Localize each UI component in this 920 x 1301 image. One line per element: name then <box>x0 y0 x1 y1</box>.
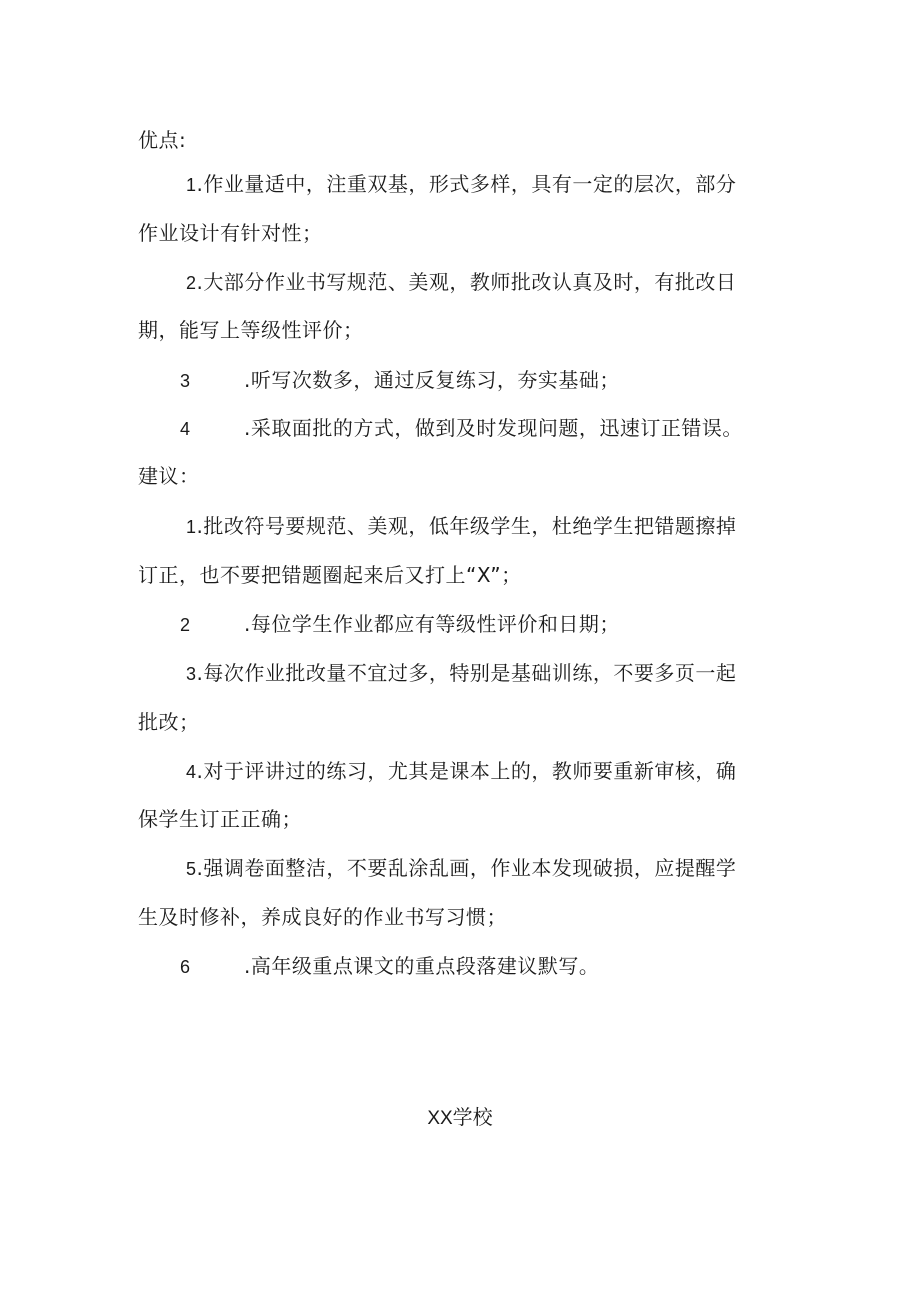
suggestion-item-4-line1 <box>138 757 736 786</box>
suggestion-item-4-line2: 保学生订正正确； <box>138 807 302 831</box>
suggestion-item-3-number: 3 <box>186 664 197 684</box>
advantage-item-4 <box>138 414 743 443</box>
advantage-item-3-text: .听写次数多，通过反复练习，夯实基础； <box>244 368 620 392</box>
suggestion-item-6-text: .高年级重点课文的重点段落建议默写。 <box>244 954 600 978</box>
suggestions-heading: 建议： <box>138 464 200 488</box>
suggestion-item-5-text: .强调卷面整洁，不要乱涂乱画，作业本发现破损，应提醒学 <box>196 856 737 880</box>
suggestion-item-3-line2: 批改； <box>138 710 200 734</box>
school-signature <box>0 1103 920 1133</box>
advantage-item-4-text: .采取面批的方式，做到及时发现问题，迅速订正错误。 <box>244 416 743 440</box>
advantage-item-1-line1 <box>138 170 736 199</box>
advantage-item-1-line2: 作业设计有针对性； <box>138 221 323 245</box>
advantage-item-2-line1 <box>138 268 736 297</box>
advantage-item-1-text: .作业量适中，注重双基，形式多样，具有一定的层次，部分 <box>196 172 737 196</box>
advantage-item-2-number: 2 <box>186 273 197 293</box>
school-name-suffix: 学校 <box>452 1105 493 1129</box>
suggestion-item-1-text: .批改符号要规范、美观，低年级学生，杜绝学生把错题擦掉 <box>196 514 737 538</box>
advantage-item-2-text: .大部分作业书写规范、美观，教师批改认真及时，有批改日 <box>196 270 737 294</box>
suggestion-item-6 <box>138 952 599 981</box>
suggestion-item-5-line2: 生及时修补，养成良好的作业书写习惯； <box>138 905 507 929</box>
suggestion-item-3-line1 <box>138 659 736 688</box>
advantage-item-3 <box>138 366 620 395</box>
advantage-item-2-line2: 期，能写上等级性评价； <box>138 318 364 342</box>
suggestion-item-6-number: 6 <box>180 957 191 977</box>
suggestion-item-5-number: 5 <box>186 859 197 879</box>
suggestion-item-1-number: 1 <box>186 517 197 537</box>
suggestion-item-4-number: 4 <box>186 762 197 782</box>
advantages-heading: 优点: <box>138 128 187 152</box>
suggestion-item-2-text: .每位学生作业都应有等级性评价和日期； <box>244 612 620 636</box>
suggestion-item-5-line1 <box>138 854 736 883</box>
suggestion-item-1-line2: 订正，也不要把错题圈起来后又打上“X”； <box>138 563 522 587</box>
suggestion-item-2-number: 2 <box>180 615 191 635</box>
advantage-item-4-number: 4 <box>180 419 191 439</box>
suggestion-item-2 <box>138 610 620 639</box>
school-name-prefix: XX <box>427 1108 453 1129</box>
advantage-item-1-number: 1 <box>186 175 197 195</box>
advantage-item-3-number: 3 <box>180 371 191 391</box>
suggestion-item-1-line1 <box>138 512 736 541</box>
suggestion-item-3-text: .每次作业批改量不宜过多，特别是基础训练，不要多页一起 <box>196 661 737 685</box>
suggestion-item-4-text: .对于评讲过的练习，尤其是课本上的，教师要重新审核，确 <box>196 759 737 783</box>
